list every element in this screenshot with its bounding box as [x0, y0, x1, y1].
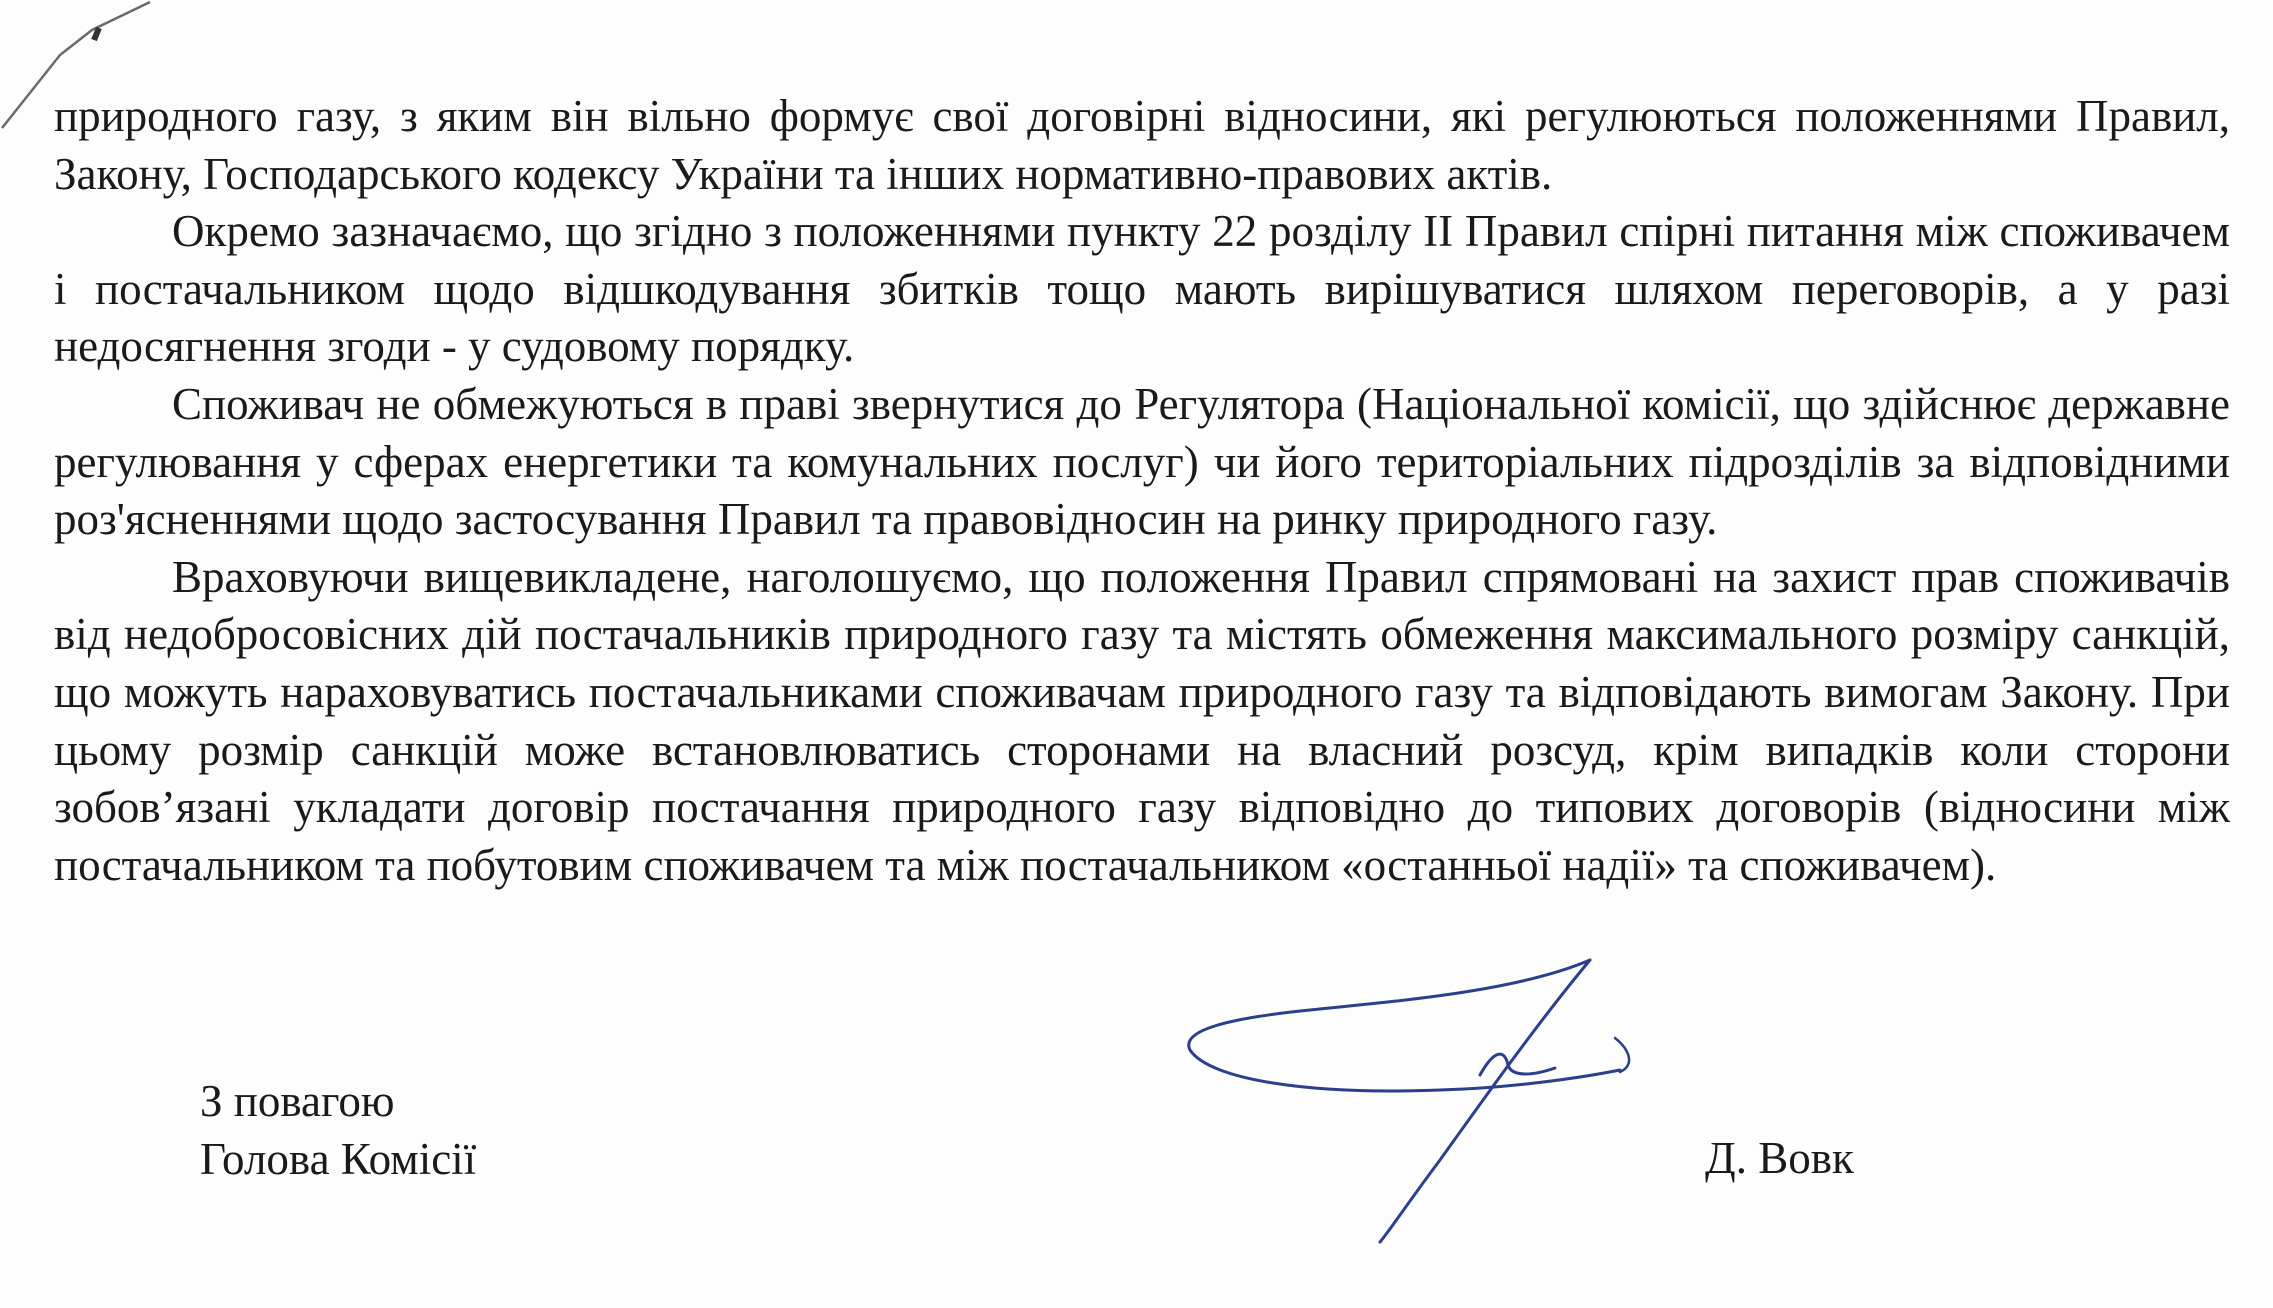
- closing-salutation: З повагою: [200, 1076, 395, 1126]
- signer-name: Д. Вовк: [1705, 1133, 1854, 1183]
- closing-block: [200, 1072, 476, 1188]
- paragraph-4: Враховуючи вищевикладене, наголошуємо, що положення Правил спрямовані на захист прав споживачів від недобросовісних дій постачальників природного газу та містять обмеження максимального розміру санкцій, що можуть нараховуватись постачальниками споживачам природного газу та відповідають вимогам Закону. При цьому розмір санкцій може встановлюватись сторонами на власний розсуд, крім випадків коли сторони зобов’язані укладати договір постачання природного газу відповідно до типових договорів (відносини між постачальником та побутовим споживачем та між постачальником «останньої надії» та споживачем).: [54, 551, 2230, 890]
- paragraph-3: Споживач не обмежуються в праві звернутися до Регулятора (Національної комісії, що здійснює державне регулювання у сферах енергетики та комунальних послуг) чи його територіальних підрозділів за відповідними роз'ясненнями щодо застосування Правил та правовідносин на ринку природного газу.: [54, 378, 2230, 545]
- paragraph-2: Окремо зазначаємо, що згідно з положеннями пункту 22 розділу ІІ Правил спірні питання між споживачем і постачальником щодо відшкодування збитків тощо мають вирішуватися шляхом переговорів, а у разі недосягнення згоди - у судовому порядку.: [54, 206, 2230, 372]
- paragraph-1: природного газу, з яким він вільно формує свої договірні відносини, які регулюються положеннями Правил, Закону, Господарського кодексу України та інших нормативно-правових актів.: [54, 91, 2230, 199]
- letter-body: [54, 88, 2230, 894]
- handwritten-signature: [1160, 930, 1680, 1250]
- signer-title: Голова Комісії: [200, 1134, 477, 1184]
